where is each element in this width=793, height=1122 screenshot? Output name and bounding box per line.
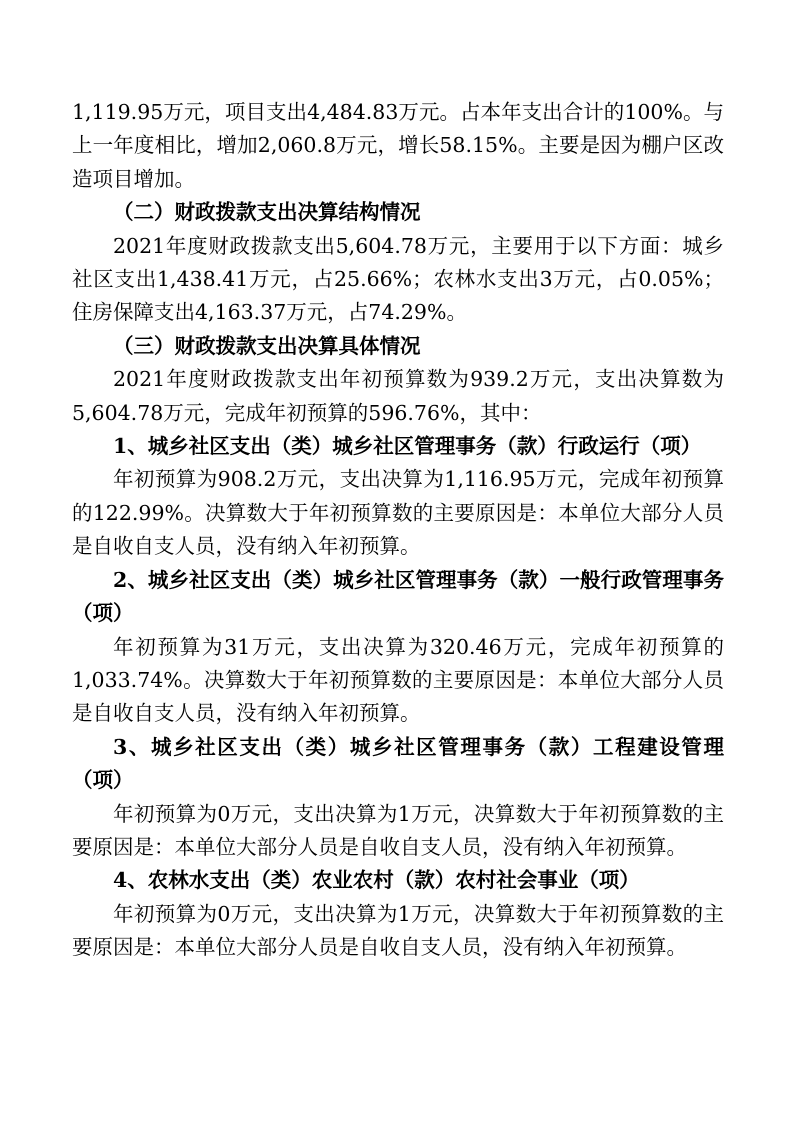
document-page bbox=[72, 96, 724, 965]
item-heading-4: 4、农林水支出（类）农业农村（款）农村社会事业（项） bbox=[113, 868, 640, 893]
paragraph-structure: 2021年度财政拨款支出5,604.78万元，主要用于以下方面：城乡社区支出1,438.41万元，占25.66%；农林水支出3万元，占0.05%；住房保障支出4,163.37万元，占74.29%。 bbox=[72, 233, 724, 325]
item-paragraph-3: 年初预算为0万元，支出决算为1万元，决算数大于年初预算数的主要原因是：本单位大部分人员是自收自支人员，没有纳入年初预算。 bbox=[72, 801, 724, 859]
item-heading-1: 1、城乡社区支出（类）城乡社区管理事务（款）行政运行（项） bbox=[113, 434, 702, 459]
item-paragraph-4: 年初预算为0万元，支出决算为1万元，决算数大于年初预算数的主要原因是：本单位大部分人员是自收自支人员，没有纳入年初预算。 bbox=[72, 901, 724, 960]
section-heading-2: （二）财政拨款支出决算结构情况 bbox=[113, 200, 421, 225]
item-heading-3: 3、城乡社区支出（类）城乡社区管理事务（款）工程建设管理（项） bbox=[72, 734, 724, 793]
paragraph-details-intro: 2021年度财政拨款支出年初预算数为939.2万元，支出决算数为5,604.78万元，完成年初预算的596.76%，其中： bbox=[72, 367, 724, 425]
paragraph-continuation: 1,119.95万元，项目支出4,484.83万元。占本年支出合计的100%。与上一年度相比，增加2,060.8万元，增长58.15%。主要是因为棚户区改造项目增加。 bbox=[72, 100, 724, 191]
item-heading-2: 2、城乡社区支出（类）城乡社区管理事务（款）一般行政管理事务（项） bbox=[72, 567, 724, 626]
section-heading-3: （三）财政拨款支出决算具体情况 bbox=[113, 333, 421, 358]
item-paragraph-2: 年初预算为31万元，支出决算为320.46万元，完成年初预算的1,033.74%。决算数大于年初预算数的主要原因是：本单位大部分人员是自收自支人员，没有纳入年初预算。 bbox=[72, 634, 724, 726]
item-paragraph-1: 年初预算为908.2万元，支出决算为1,116.95万元，完成年初预算的122.99%。决算数大于年初预算数的主要原因是：本单位大部分人员是自收自支人员，没有纳入年初预算。 bbox=[72, 467, 724, 559]
